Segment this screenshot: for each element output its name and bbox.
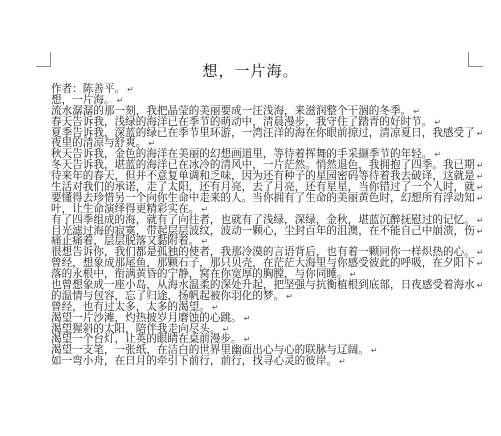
line-text: 渴望一个台灯，让英的眼睛在桌前漫步。 [51,333,242,346]
line-text: 作者：陈善平。 [51,83,126,95]
line-text: 要懂得去珍惜另一个向你生命中走来的人。当你拥有了生命的美丽黄色时，幻想所有浮动知 [51,191,475,204]
paragraph-mark-icon: ↵ [476,226,484,236]
paragraph-mark-icon: ↵ [349,270,357,280]
line-text: 春天告诉我，浅绿的海洋已在季节的萌动中，清晨漫步，我守住了踏青的好时节。 [51,115,433,128]
paragraph-mark-icon: ↵ [413,106,420,116]
paragraph-mark-icon: ↵ [243,335,251,345]
paragraph-mark-icon: ↵ [243,313,251,323]
line-text: 很想告诉你，我们都是孤独的使者，我那冷漠的言语背后，也有着一颗同你一样炽热的心。 [51,246,475,259]
paragraph-mark-icon: ↵ [476,248,484,258]
line-text: 如一弯小舟，在日月的牵引下前行，前行，找寻心灵的彼岸。 [51,355,338,368]
paragraph-mark-icon: ↵ [476,259,484,269]
paragraph-mark-icon: ↵ [201,204,209,214]
paragraph-mark-icon: ↵ [339,357,346,367]
line-text: 渴望一支笔，一张纸，在洁白的世界里幽面出心与心的联脉与辽阔。 [51,344,369,357]
paragraph-mark-icon: ↵ [116,95,124,105]
document-body[interactable] [51,83,484,368]
line-text: 渴望猩斜的太阳，陪伴我走向尽头。 [51,322,221,335]
paragraph-mark-icon: ↵ [286,291,293,301]
line-text: 待来年的春天，但并不意复单调和乏味，因为还有种子的星园密码等待着我去破译，这就是 [51,170,475,183]
line-text: 也曾想象成一座小岛，从海水温柔的深处升起，把坚强与抗衡植根到底部，日夜感受着海水 [51,279,475,292]
line-text: 落的永根中，衔满黄昏的宁静，窝在你宽厚的胸膛，与你同睡。 [51,268,348,281]
document-line [51,356,471,367]
line-text: 想，一片海。 [51,93,115,106]
paragraph-mark-icon: ↵ [211,302,219,312]
paragraph-mark-icon: ↵ [476,215,484,225]
paragraph-mark-icon: ↵ [476,193,484,203]
paragraph-mark-icon: ↵ [476,128,484,138]
line-text: 曾经，想象成那尾鱼，那颗石子，那只贝壳，在茫茫大海里与你感受彼此的呼吸，在夕阳下 [51,257,475,270]
paragraph-mark-icon: ↵ [434,150,442,160]
paragraph-mark-icon: ↵ [127,85,134,94]
line-text: 渴望一片沙滩，灼热披岁月磨蚀的心跳。 [51,311,242,324]
paragraph-mark-icon: ↵ [476,161,484,171]
paragraph-mark-icon: ↵ [222,324,230,334]
paragraph-mark-icon: ↵ [476,183,484,193]
paragraph-mark-icon: ↵ [201,237,209,247]
line-text: 秋天告诉我，金色的海洋在美丽的幻想画道里，等待着挥舞的手采撷季节的年轻。 [51,148,433,161]
document-title: 想，一片海。 [202,62,299,80]
line-text: 目光滤过海的寂寞，带起层层波纹，波动一颗心，尘封百年的沮澳，在不能自己中崩溃，伤 [51,224,475,237]
line-text: 的温情与包容，忘了归途，扬帆起被你羽化的梦。 [51,289,285,302]
line-text: 叶，让生命演绎得更精彩实在。 [51,202,200,215]
line-text: 流水潺潺的那一刻，我把晶莹的美丽要成一汪浅海，来滋润整个干涸的冬季。 [51,104,412,117]
paragraph-mark-icon: ↵ [434,117,442,127]
paragraph-mark-icon: ↵ [476,281,484,291]
paragraph-mark-icon: ↵ [370,346,378,356]
line-text: 有了四季组成的海，就有了向往者，也就有了浅绿，深绿，金秋，堪蓝沉醉抚慰过的记忆。 [51,213,475,226]
line-text: 夏季告诉我，深蓝的绿已在季节里环游，一湾汪洋的海在你眼前掠过，清凉夏日，我感受了 [51,126,475,139]
line-text: 夜里的清凉与舒爽。 [51,137,147,150]
line-text: 曾经，也有过太多，太多的渴望。 [51,300,210,313]
line-text: 冬天告诉我，堪蓝的海洋已在冰冷的清风中，一片茫然。悄然退色，我拥抱了四季。我已期 [51,159,475,172]
line-text: 生活对我们的承诺，走了太阳，还有月亮，去了月亮，还有星星，当你错过了一个人时，就 [51,181,475,194]
line-text: 痛止痛着，层层脱落又黏附着。 [51,235,200,248]
paragraph-mark-icon: ↵ [476,172,484,182]
paragraph-mark-icon: ↵ [148,139,156,149]
